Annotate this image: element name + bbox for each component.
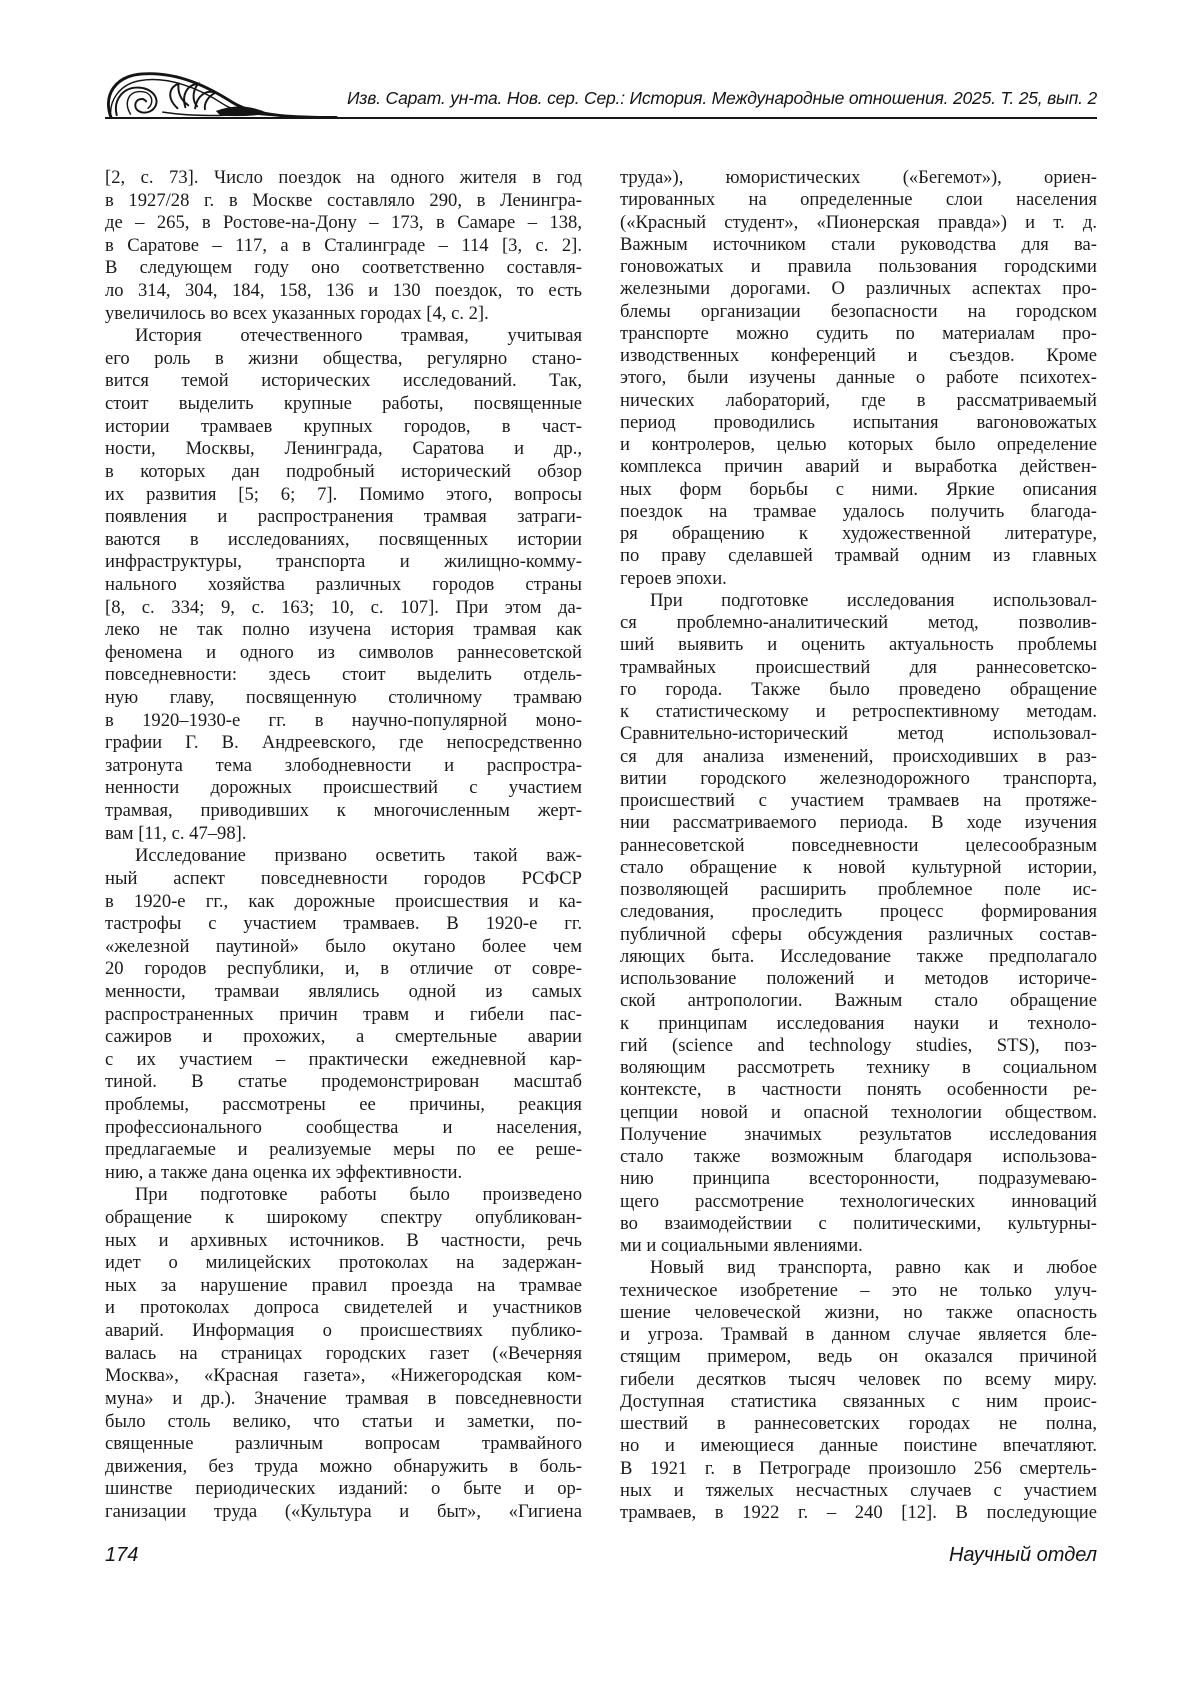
text-line: «железной паутиной» было окутано более чем — [105, 935, 582, 957]
text-line: позволяющей расширить проблемное поле ис- — [620, 879, 1097, 900]
header-rule — [105, 117, 1097, 119]
text-line: менности, трамваи являлись одной из самых — [105, 980, 582, 1002]
text-line: комплекса причин аварий и выработка действен- — [620, 456, 1097, 478]
text-line: Получение значимых результатов исследования — [620, 1123, 1097, 1145]
text-line: валась на страницах городских газет («Вечерняя — [105, 1342, 582, 1364]
text-line: героев эпохи. — [620, 567, 727, 589]
text-line: стоит выделить крупные работы, посвященные — [105, 393, 582, 415]
text-line: аварий. Информация о происшествиях публико- — [105, 1320, 582, 1342]
text-line: и контролеров, целью которых было определение — [620, 434, 1097, 455]
text-line: поездок на трамвае удалось получить благода- — [620, 500, 1097, 522]
text-line: шествий в раннесоветских городах не полна, — [620, 1413, 1097, 1434]
text-line: во взаимодействии с политическими, культурны- — [620, 1212, 1097, 1234]
text-line: тированных на определенные слои населения — [620, 189, 1097, 211]
text-line: период проводились испытания вагоновожатых — [620, 411, 1097, 433]
text-line: в 1920–1930-е гг. в научно-популярной моно- — [105, 709, 582, 731]
text-line: трамваев, в 1922 г. – 240 [12]. В последующие — [620, 1502, 1097, 1523]
text-line: блемы организации безопасности на городском — [620, 300, 1097, 322]
text-line: ных и тяжелых несчастных случаев с участием — [620, 1479, 1097, 1501]
text-line: тиной. В статье продемонстрирован масштаб — [105, 1071, 582, 1093]
text-line: ных форм борьбы с ними. Яркие описания — [620, 478, 1097, 500]
journal-citation-line: Изв. Сарат. ун-та. Нов. сер. Сер.: История. Международные отношения. 2025. Т. 25, вып. 2 — [346, 88, 1097, 108]
text-line: труда»), юмористических («Бегемот»), ориен- — [620, 167, 1097, 188]
text-line: феномена и одного из символов раннесоветской — [105, 641, 582, 663]
text-line: этого, были изучены данные о работе психотех- — [620, 367, 1097, 389]
text-line: публичной сферы обсуждения различных состав- — [620, 923, 1097, 945]
text-line: гий (science and technology studies, STS), поз- — [620, 1034, 1097, 1056]
text-line: Новый вид транспорта, равно как и любое — [650, 1257, 1097, 1279]
column-left — [105, 167, 582, 1524]
text-line: воляющим рассмотреть технику в социальном — [620, 1057, 1097, 1078]
text-line: [8, с. 334; 9, с. 163; 10, с. 107]. При этом да- — [105, 596, 582, 618]
text-line: железными дорогами. О различных аспектах про- — [620, 278, 1097, 300]
text-line: трамвая, приводивших к многочисленным жерт- — [105, 800, 582, 822]
text-line: В следующем году оно соответственно составля- — [105, 257, 582, 279]
text-line: ший выявить и оценить актуальность проблемы — [620, 634, 1097, 656]
page-footer — [105, 1544, 1097, 1567]
text-line: Москва», «Красная газета», «Нижегородская ком- — [105, 1365, 582, 1387]
text-line: сажиров и прохожих, а смертельные аварии — [105, 1026, 582, 1048]
text-line: вам [11, с. 47–98]. — [105, 822, 247, 844]
art-nouveau-flourish-icon — [104, 70, 342, 119]
text-line: ря обращению к художественной литературе, — [620, 523, 1097, 544]
text-line: шинстве периодических изданий: о быте и ор- — [105, 1478, 582, 1500]
text-line: ляющих быта. Исследование также предполагало — [620, 945, 1097, 967]
text-line: ных и архивных источников. В частности, речь — [105, 1229, 582, 1251]
text-line: [2, с. 73]. Число поездок на одного жителя в год — [105, 167, 582, 188]
text-line: ганизации труда («Культура и быт», «Гигиена — [105, 1500, 582, 1522]
text-line: повседневности: здесь стоит выделить отдель- — [105, 664, 582, 686]
text-line: увеличилось во всех указанных городах [4, с. 2]. — [105, 302, 489, 324]
text-line: гибели десятков тысяч человек по всему миру. — [620, 1368, 1097, 1390]
text-line: использование положений и методов историче- — [620, 968, 1097, 989]
text-line: графии Г. В. Андреевского, где непосредственно — [105, 732, 582, 754]
text-line: ваются в исследованиях, посвященных истории — [105, 528, 582, 550]
text-line: го города. Также было проведено обращение — [620, 678, 1097, 700]
text-line: ных за нарушение правил проезда на трамвае — [105, 1274, 582, 1296]
text-line: В 1921 г. в Петрограде произошло 256 смертель- — [620, 1457, 1097, 1479]
text-line: 20 городов республики, и, в отличие от совре- — [105, 958, 582, 980]
text-line: При подготовке исследования использовал- — [650, 589, 1097, 611]
text-line: раннесоветской повседневности целесообразным — [620, 834, 1097, 856]
text-line: нию принципа всесторонности, подразумеваю- — [620, 1168, 1097, 1190]
text-line: Важным источником стали руководства для ва- — [620, 233, 1097, 255]
text-line: следования, проследить процесс формирования — [620, 901, 1097, 923]
text-line: с их участием – практически ежедневной кар- — [105, 1048, 582, 1070]
text-line: в 1927/28 г. в Москве составляло 290, в Ленингра- — [105, 189, 582, 211]
text-line: священные различным вопросам трамвайного — [105, 1433, 582, 1455]
text-line: идет о милицейских протоколах на задержан- — [105, 1252, 582, 1274]
text-line: истории трамваев крупных городов, в част- — [105, 415, 582, 437]
text-line: но и имеющиеся данные поистине впечатляют. — [620, 1435, 1097, 1457]
text-line: профессионального сообщества и населения, — [105, 1116, 582, 1138]
text-line: ненности дорожных происшествий с участием — [105, 777, 582, 799]
text-line: движения, без труда можно обнаружить в боль- — [105, 1455, 582, 1477]
text-line: стало также возможным благодаря использова- — [620, 1146, 1097, 1167]
text-line: Исследование призвано осветить такой важ- — [135, 845, 582, 867]
text-line: и протоколах допроса свидетелей и участников — [105, 1297, 582, 1319]
text-line: в Саратове – 117, а в Сталинграде – 114 [3, с. 2]. — [105, 234, 582, 256]
text-line: обращение к широкому спектру опубликован- — [105, 1207, 582, 1229]
text-line: и угроза. Трамвай в данном случае является бле- — [620, 1324, 1097, 1345]
text-line: трамвайных происшествий для раннесоветско- — [620, 656, 1097, 678]
text-line: леко не так полно изучена история трамвая как — [105, 619, 582, 641]
text-line: муна» и др.). Значение трамвая в повседневности — [105, 1387, 582, 1409]
text-line: в 1920-е гг., как дорожные происшествия и ка- — [105, 890, 582, 912]
text-line: его роль в жизни общества, регулярно стано- — [105, 347, 582, 369]
text-line: стало обращение к новой культурной истории, — [620, 856, 1097, 878]
text-line: техническое изобретение – это не только улуч- — [620, 1279, 1097, 1301]
text-line: цепции новой и опасной технологии обществом. — [620, 1101, 1097, 1123]
text-line: проблемы, рассмотрены ее причины, реакция — [105, 1093, 582, 1115]
text-line: гоновожатых и правила пользования городскими — [620, 256, 1097, 277]
text-line: стящим примером, ведь он оказался причиной — [620, 1346, 1097, 1368]
text-line: инфраструктуры, транспорта и жилищно-комму- — [105, 551, 582, 573]
text-line: появления и распространения трамвая затраги- — [105, 506, 582, 528]
text-line: нии рассматриваемого периода. В ходе изучения — [620, 812, 1097, 834]
text-line: нию, а также дана оценка их эффективности. — [105, 1161, 463, 1183]
text-line: щего рассмотрение технологических инноваций — [620, 1190, 1097, 1212]
text-line: нических лабораторий, где в рассматриваемый — [620, 389, 1097, 411]
text-line: к статистическому и ретроспективному методам. — [620, 701, 1097, 722]
text-line: При подготовке работы было произведено — [135, 1184, 582, 1206]
text-line: шение человеческой жизни, но также опасность — [620, 1301, 1097, 1323]
text-line: предлагаемые и реализуемые меры по ее реше- — [105, 1139, 582, 1161]
text-line: по праву сделавшей трамвай одним из главных — [620, 545, 1097, 567]
text-line: происшествий с участием трамваев на протяже- — [620, 790, 1097, 811]
text-line: ло 314, 304, 184, 158, 136 и 130 поездок, то есть — [105, 280, 582, 302]
text-line: распространенных причин травм и гибели пас- — [105, 1003, 582, 1025]
text-line: де – 265, в Ростове-на-Дону – 173, в Самаре – 138, — [105, 212, 582, 234]
text-line: ми и социальными явлениями. — [620, 1235, 863, 1256]
text-line: («Красный студент», «Пионерская правда») и т. д. — [620, 211, 1097, 233]
section-label: Научный отдел — [948, 1544, 1097, 1566]
text-line: ный аспект повседневности городов РСФСР — [105, 867, 582, 889]
text-line: было столь велико, что статьи и заметки, по- — [105, 1410, 582, 1432]
text-line: ской антропологии. Важным стало обращение — [620, 990, 1097, 1012]
text-line: к принципам исследования науки и техноло- — [620, 1012, 1097, 1034]
text-line: транспорте можно судить по материалам про- — [620, 322, 1097, 344]
text-line: История отечественного трамвая, учитывая — [135, 325, 582, 347]
text-line: затронута тема злободневности и распростра- — [105, 754, 582, 776]
text-line: тастрофы с участием трамваев. В 1920-е гг. — [105, 913, 582, 935]
text-line: витии городского железнодорожного транспорта, — [620, 767, 1097, 789]
text-line: ности, Москвы, Ленинграда, Саратова и др., — [105, 438, 582, 460]
text-line: ную главу, посвященную столичному трамваю — [105, 687, 582, 709]
text-line: вится темой исторических исследований. Так, — [105, 370, 582, 392]
text-line: ся проблемно-аналитический метод, позволив- — [620, 612, 1097, 633]
text-line: нального хозяйства различных городов страны — [105, 573, 582, 595]
text-line: ся для анализа изменений, происходивших в раз- — [620, 745, 1097, 767]
text-line: изводственных конференций и съездов. Кроме — [620, 345, 1097, 366]
text-line: контексте, в частности понять особенности ре- — [620, 1079, 1097, 1101]
text-line: Сравнительно-исторический метод использовал- — [620, 723, 1097, 745]
text-line: их развития [5; 6; 7]. Помимо этого, вопросы — [105, 483, 582, 505]
article-text — [105, 167, 1097, 1524]
text-line: Доступная статистика связанных с ним проис- — [620, 1390, 1097, 1412]
text-line: в которых дан подробный исторический обзор — [105, 460, 582, 482]
column-right — [620, 167, 1097, 1524]
page-number: 174 — [105, 1544, 139, 1566]
